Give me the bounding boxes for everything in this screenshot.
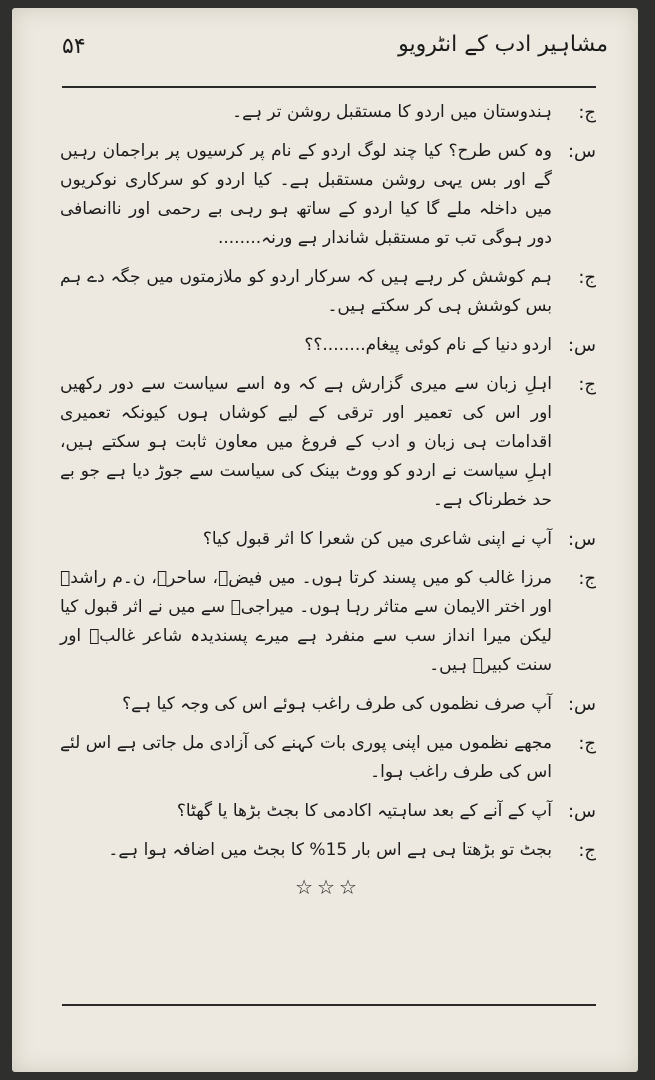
entry-text: اردو دنیا کے نام کوئی پیغام........؟؟ xyxy=(304,335,552,355)
question-entry xyxy=(60,797,596,826)
entry-marker: ج: xyxy=(578,374,596,395)
entry-marker: س: xyxy=(567,801,596,822)
answer-entry xyxy=(60,263,596,321)
entry-text: ہندوستان میں اردو کا مستقبل روشن تر ہے۔ xyxy=(232,102,552,122)
answer-entry xyxy=(60,98,596,127)
book-page xyxy=(12,8,638,1072)
entry-text: آپ صرف نظموں کی طرف راغب ہوئے اس کی وجہ کیا ہے؟ xyxy=(122,694,552,714)
running-head: مشاہیر ادب کے انٹرویو xyxy=(398,32,608,57)
question-entry xyxy=(60,331,596,360)
entry-marker: س: xyxy=(567,335,596,356)
entry-text: مجھے نظموں میں اپنی پوری بات کہنے کی آزادی مل جاتی ہے اس لئے اس کی طرف راغب ہوا۔ xyxy=(60,733,552,782)
interview-text xyxy=(60,98,596,899)
entry-marker: س: xyxy=(567,529,596,550)
entry-marker: ج: xyxy=(578,733,596,754)
entry-text: آپ نے اپنی شاعری میں کن شعرا کا اثر قبول کیا؟ xyxy=(202,529,552,549)
footer-rule xyxy=(62,1004,596,1006)
entry-marker: ج: xyxy=(578,102,596,123)
entry-marker: س: xyxy=(567,141,596,162)
answer-entry xyxy=(60,370,596,515)
answer-entry xyxy=(60,564,596,680)
entry-text: وہ کس طرح؟ کیا چند لوگ اردو کے نام پر کرسیوں پر براجمان رہیں گے اور بس یہی روشن مستقبل ہے۔ کیا اردو کو سرکاری نوکریوں میں داخلہ ملے گا کیا اردو کے ساتھ ہو رہی بے رحمی اور ناانصافی دور ہوگی تب تو مستقبل شاندار ہے ورنہ........ xyxy=(60,141,552,248)
star-ornament: ☆☆☆ xyxy=(295,875,361,899)
entry-text: ہم کوشش کر رہے ہیں کہ سرکار اردو کو ملازمتوں میں جگہ دے ہم بس کوشش ہی کر سکتے ہیں۔ xyxy=(60,267,552,316)
answer-entry xyxy=(60,729,596,787)
entry-text: اہلِ زبان سے میری گزارش ہے کہ وہ اسے سیاست سے دور رکھیں اور اس کی تعمیر اور ترقی کے لیے کوشاں ہوں کیونکہ تعمیری اقدامات ہی زبان و ادب کے فروغ میں معاون ثابت ہو سکتے ہیں، اہلِ سیاست نے اردو کو ووٹ بینک کی سیاست سے جوڑ دیا ہے جو بے حد خطرناک ہے۔ xyxy=(60,374,552,510)
entry-marker: ج: xyxy=(578,568,596,589)
header-rule xyxy=(62,86,596,88)
entry-marker: ج: xyxy=(578,840,596,861)
entry-text: مرزا غالب کو میں پسند کرتا ہوں۔ میں فیضؔ، ساحرؔ، ن۔م راشدؔ اور اختر الایمان سے متاثر رہا ہوں۔ میراجیؔ سے میں نے اثر قبول کیا لیکن میرا انداز سب سے منفرد ہے میرے پسندیدہ شاعر غالبؔ اور سنت کبیرؔ ہیں۔ xyxy=(60,568,552,675)
question-entry xyxy=(60,137,596,253)
entry-marker: س: xyxy=(567,694,596,715)
page-header xyxy=(42,30,608,84)
question-entry xyxy=(60,525,596,554)
page-number: ۵۴ xyxy=(62,34,86,59)
entry-marker: ج: xyxy=(578,267,596,288)
answer-entry xyxy=(60,836,596,865)
entry-text: آپ کے آنے کے بعد ساہتیہ اکادمی کا بجٹ بڑھا یا گھٹا؟ xyxy=(176,801,552,821)
entry-text: بجٹ تو بڑھتا ہی ہے اس بار 15% کا بجٹ میں اضافہ ہوا ہے۔ xyxy=(108,840,552,860)
question-entry xyxy=(60,690,596,719)
